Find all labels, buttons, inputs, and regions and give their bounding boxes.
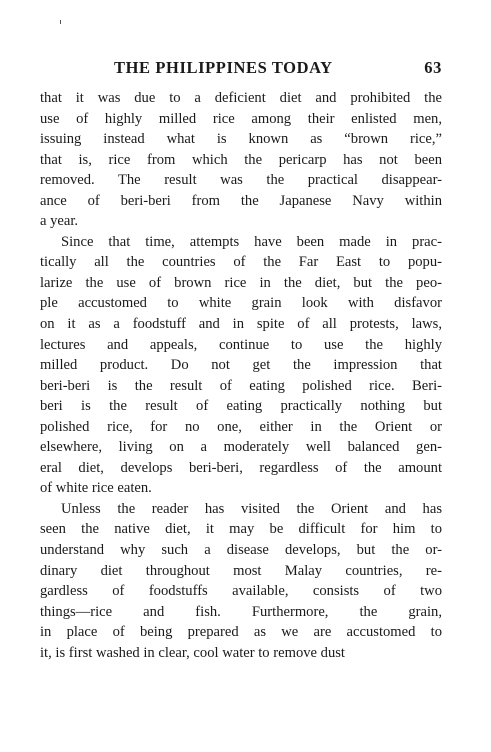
text-line: that is, rice from which the pericarp has not been [40, 151, 442, 168]
text-line: gardless of foodstuffs available, consists of two [40, 583, 442, 600]
text-line: dinary diet throughout most Malay countries, re- [40, 562, 442, 579]
text-line: tically all the countries of the Far East to popu- [40, 254, 442, 271]
text-line: lectures and appeals, continue to use the highly [40, 336, 442, 353]
page-number: 63 [424, 58, 442, 77]
text-line: on it as a foodstuff and in spite of all protests, laws, [40, 316, 442, 333]
paragraph [40, 499, 442, 663]
text-line: that it was due to a deficient diet and prohibited the [40, 90, 442, 106]
text-line: Since that time, attempts have been made in prac- [61, 233, 442, 250]
text-line: removed. The result was the practical disappear- [40, 172, 442, 189]
text-line: things—rice and fish. Furthermore, the grain, [40, 603, 442, 620]
text-line: seen the native diet, it may be difficult for him to [40, 521, 442, 538]
text-line: understand why such a disease develops, but the or- [40, 542, 442, 559]
text-line: use of highly milled rice among their enlisted men, [40, 110, 442, 127]
running-title: THE PHILIPPINES TODAY [114, 58, 333, 77]
paragraph [40, 88, 442, 232]
text-line: beri is the result of eating practically nothing but [40, 398, 442, 415]
text-line: a year. [40, 213, 79, 230]
text-line: it, is first washed in clear, cool water to remove dust [40, 644, 345, 661]
paragraph [40, 232, 442, 499]
text-line: in place of being prepared as we are accustomed to [40, 624, 442, 641]
text-line: elsewhere, living on a moderately well balanced gen- [40, 439, 442, 456]
text-line: of white rice eaten. [40, 480, 152, 497]
text-line: Unless the reader has visited the Orient and has [61, 500, 442, 517]
text-line: ple accustomed to white grain look with disfavor [40, 295, 442, 312]
page-header [40, 58, 442, 82]
scan-mark [60, 20, 61, 24]
text-line: issuing instead what is known as “brown rice,” [40, 131, 442, 148]
text-line: beri-beri is the result of eating polished rice. Beri- [40, 377, 442, 394]
body-text [40, 88, 442, 663]
text-line: eral diet, develops beri-beri, regardless of the amount [40, 459, 442, 476]
text-line: polished rice, for no one, either in the Orient or [40, 418, 442, 435]
text-line: milled product. Do not get the impression that [40, 357, 442, 374]
text-line: ance of beri-beri from the Japanese Navy within [40, 192, 442, 209]
text-line: larize the use of brown rice in the diet, but the peo- [40, 274, 442, 291]
